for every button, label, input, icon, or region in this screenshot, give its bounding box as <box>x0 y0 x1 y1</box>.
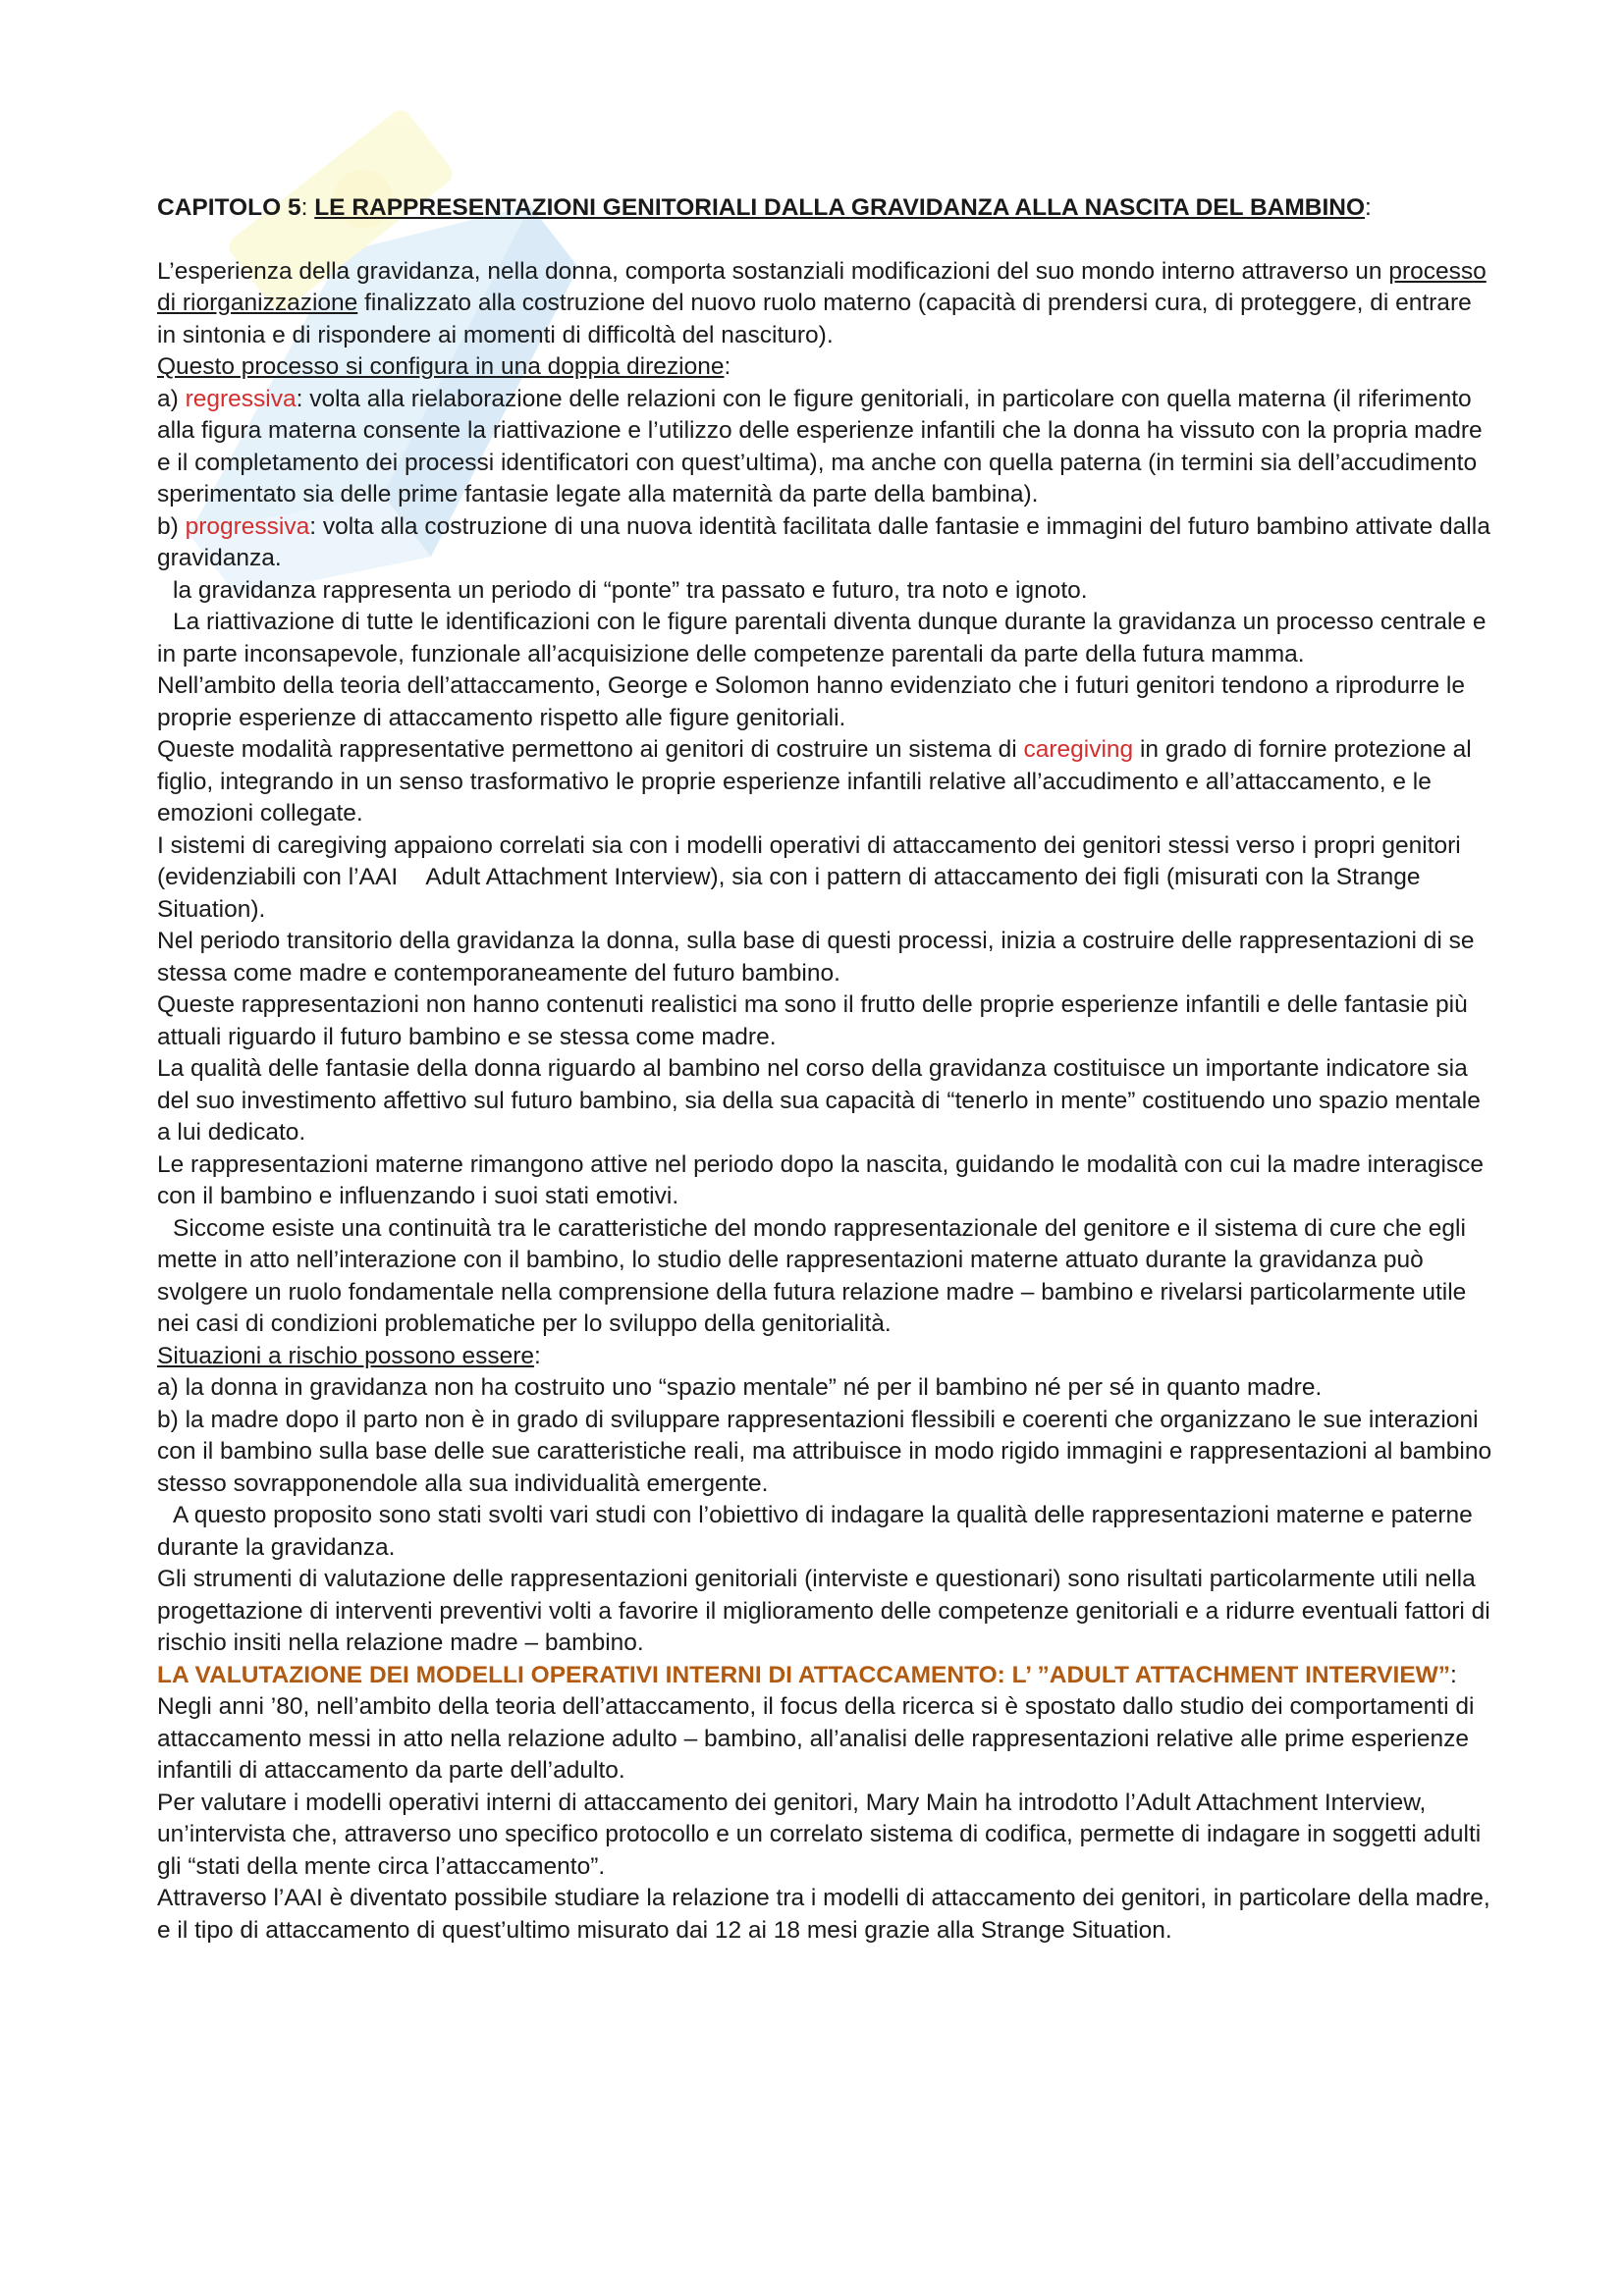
bullet-paragraph: A questo proposito sono stati svolti vari studi con l’obiettivo di indagare la qualità delle rappresentazioni materne e paterne durante la gravidanza. <box>157 1502 1473 1561</box>
term-progressiva: progressiva <box>185 512 310 540</box>
underlined-term: processo di riorganizzazione <box>157 257 1487 316</box>
risk-item-a: a) la donna in gravidanza non ha costruito uno “spazio mentale” né per il bambino né per sé in quanto madre. <box>157 1374 1323 1401</box>
section-paragraph-1: Negli anni ’80, nell’ambito della teoria dell’attaccamento, il focus della ricerca si è spostato dallo studio dei comportamenti di attaccamento messi in atto nella relazione adulto – bambino, all’analisi delle rappresentazioni relative alle prime esperienze infantili di attaccamento da parte dell’adulto. <box>157 1693 1475 1784</box>
paragraph-qualita: La qualità delle fantasie della donna riguardo al bambino nel corso della gravidanza costituisce un importante indicatore sia del suo investimento affettivo sul futuro bambino, sia della sua capacità di “tenerlo in mente” costituendo uno spazio mentale a lui dedicato. <box>157 1055 1481 1146</box>
paragraph-materne: Le rappresentazioni materne rimangono attive nel periodo dopo la nascita, guidando le modalità con cui la madre interagisce con il bambino e influenzando i suoi stati emotivi. <box>157 1150 1485 1209</box>
chapter-heading <box>157 192 1492 225</box>
bullet-paragraph: Siccome esiste una continuità tra le caratteristiche del mondo rappresentazionale del genitore e il sistema di cure che egli mette in atto nell’interazione con il bambino, lo studio delle rappresentazioni materne attuato durante la gravidanza può svolgere un ruolo fondamentale nella comprensione della futura relazione madre – bambino e rivelarsi particolarmente utile nei casi di condizioni problematiche per lo sviluppo della genitorialità. <box>157 1214 1467 1337</box>
item-progressiva: b) progressiva: volta alla costruzione di una nuova identità facilitata dalle fantasie e immagini del futuro bambino attivate dalla gravidanza. <box>157 512 1490 571</box>
paragraph-transitorio: Nel periodo transitorio della gravidanza la donna, sulla base di questi processi, inizia a costruire delle rappresentazioni di se stessa come madre e contemporaneamente del futuro bambino. <box>157 928 1475 987</box>
bullet-paragraph: La riattivazione di tutte le identificazioni con le figure parentali diventa dunque durante la gravidanza un processo centrale e in parte inconsapevole, funzionale all’acquisizione delle competenze parentali da parte della futura mamma. <box>157 609 1487 667</box>
section-heading: LA VALUTAZIONE DEI MODELLI OPERATIVI INTERNI DI ATTACCAMENTO: L’ ”ADULT ATTACHMENT INTERVIEW”: <box>157 1661 1457 1688</box>
heading-suffix: : <box>1365 194 1372 221</box>
paragraph-george-solomon: Nell’ambito della teoria dell’attaccamento, George e Solomon hanno evidenziato che i futuri genitori tendono a riprodurre le proprie esperienze di attaccamento rispetto alle figure genitoriali. <box>157 672 1465 731</box>
risk-label: Situazioni a rischio possono essere: <box>157 1342 541 1369</box>
document-page <box>157 192 1492 1947</box>
paragraph-strumenti: Gli strumenti di valutazione delle rappresentazioni genitoriali (interviste e questionari) sono risultati particolarmente utili nella progettazione di interventi preventivi volti a favorire il miglioramento delle competenze genitoriali e a ridurre eventuali fattori di rischio insiti nella relazione madre – bambino. <box>157 1566 1490 1656</box>
chapter-title: LE RAPPRESENTAZIONI GENITORIALI DALLA GRAVIDANZA ALLA NASCITA DEL BAMBINO <box>314 194 1366 221</box>
bullet-paragraph: la gravidanza rappresenta un periodo di “ponte” tra passato e futuro, tra noto e ignoto. <box>173 576 1088 604</box>
risk-item-b: b) la madre dopo il parto non è in grado di sviluppare rappresentazioni flessibili e coerenti che organizzano le sue interazioni con il bambino sulla base delle sue caratteristiche reali, ma attribuisce in modo rigido immagini e rappresentazioni al bambino stesso sovrapponendole alla sua individualità emergente. <box>157 1406 1492 1497</box>
term-caregiving: caregiving <box>1023 736 1134 763</box>
paragraph-sistemi: I sistemi di caregiving appaiono correlati sia con i modelli operativi di attaccamento dei genitori stessi verso i propri genitori (evidenziabili con l’AAI Adult Attachment Interview), sia con i pattern di attaccamento dei figli (misurati con la Strange Situation). <box>157 831 1461 923</box>
chapter-number: CAPITOLO 5 <box>157 194 301 221</box>
direction-label: Questo processo si configura in una doppia direzione: <box>157 353 731 380</box>
intro-paragraph: L’esperienza della gravidanza, nella donna, comporta sostanziali modificazioni del suo mondo interno attraverso un processo di riorganizzazione finalizzato alla costruzione del nuovo ruolo materno (capacità di prendersi cura, di proteggere, di entrare in sintonia e di rispondere ai momenti di difficoltà del nascituro). <box>157 257 1487 348</box>
heading-separator: : <box>300 194 315 221</box>
paragraph-caregiving: Queste modalità rappresentative permettono ai genitori di costruire un sistema di caregiving in grado di fornire protezione al figlio, integrando in un senso trasformativo le proprie esperienze infantili relative all’accudimento e all’attaccamento, e le emozioni collegate. <box>157 736 1472 827</box>
item-regressiva: a) regressiva: volta alla rielaborazione delle relazioni con le figure genitoriali, in particolare con quella materna (il riferimento alla figura materna consente la riattivazione e l’utilizzo delle esperienze infantili che la donna ha vissuto con la propria madre e il completamento dei processi identificatori con quest’ultima), ma anche con quella paterna (in termini sia dell’accudimento sperimentato sia delle prime fantasie legate alla maternità da parte della bambina). <box>157 385 1483 507</box>
section-paragraph-3: Attraverso l’AAI è diventato possibile studiare la relazione tra i modelli di attaccamento dei genitori, in particolare della madre, e il tipo di attaccamento di quest’ultimo misurato dai 12 ai 18 mesi grazie alla Strange Situation. <box>157 1885 1490 1944</box>
paragraph-realistici: Queste rappresentazioni non hanno contenuti realistici ma sono il frutto delle proprie esperienze infantili e delle fantasie più attuali riguardo il futuro bambino e se stessa come madre. <box>157 991 1468 1050</box>
term-regressiva: regressiva <box>185 385 297 412</box>
section-paragraph-2: Per valutare i modelli operativi interni di attaccamento dei genitori, Mary Main ha introdotto l’Adult Attachment Interview, un’intervista che, attraverso uno specifico protocollo e un correlato sistema di codifica, permette di indagare in soggetti adulti gli “stati della mente circa l’attaccamento”. <box>157 1789 1482 1880</box>
